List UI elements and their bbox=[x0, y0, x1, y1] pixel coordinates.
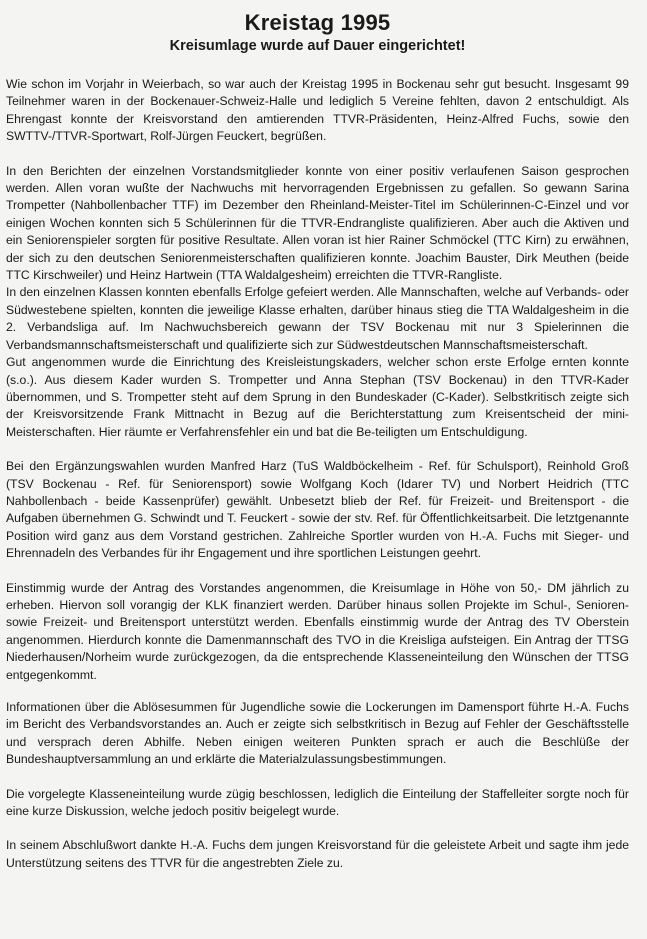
paragraph-klasseneinteilung: Die vorgelegte Klasseneinteilung wurde zügig beschlossen, lediglich die Einteilung der Staffelleiter sorgte noch für eine kurze Diskussion, welche jedoch positiv beigelegt wurde. bbox=[6, 786, 629, 819]
paragraph-elections: Bei den Ergänzungswahlen wurden Manfred Harz (TuS Waldböckelheim - Ref. für Schulsport), Reinhold Groß (TSV Bockenau - Ref. für Seniorensport) sowie Wolfgang Koch (Idarer TV) und Norbert Heidrich (TTC Nahbollenbach - beide Kassenprüfer) gewählt. Unbesetzt blieb der Ref. für Freizeit- und Breitensport - die Aufgaben übernehmen G. Schwindt und T. Feuckert - sowie der stv. Ref. für Öffentlichkeitsarbeit. Die letztgenannte Position wird ganz aus dem Vorstand gestrichen. Zahlreiche Sportler wurden von H.-A. Fuchs mit Sieger- und Ehrennadeln des Verbandes für ihr Engagement und ihre sportlichen Leistungen geehrt. bbox=[6, 459, 629, 561]
paragraph-kader: Gut angenommen wurde die Einrichtung des Kreisleistungskaders, welcher schon erste Erfolge ernten konnte (s.o.). Aus diesem Kader wurden S. Trompetter und Anna Stephan (TSV Bockenau) in den TTVR-Kader übernommen, und S. Trompetter steht auf dem Sprung in den Bundeskader (C-Kader). Selbstkritisch zeigte sich der Kreisvorsitzende Frank Mittnacht in Bezug auf die Berichterstattung zum Kreisentscheid der mini-Meisterschaften. Hier räumte er Verfahrensfehler ein und bat die Be-teiligten um Entschuldigung. bbox=[6, 355, 629, 439]
article-subtitle: Kreisumlage wurde auf Dauer eingerichtet! bbox=[169, 38, 466, 54]
article-body bbox=[6, 76, 629, 872]
article-title: Kreistag 1995 bbox=[244, 10, 391, 35]
paragraph-classes: In den einzelnen Klassen konnten ebenfalls Erfolge gefeiert werden. Alle Mannschaften, welche auf Verbands- oder Südwestebene spielten, konnten die jeweilige Klasse erhalten, darüber hinaus stieg die TTA Waldalgesheim in die 2. Verbandsliga auf. Im Nachwuchsbereich gewann der TSV Bockenau mit nur 3 Spielerinnen die Verbandsmannschaftsmeisterschaft und qualifizierte sich zur Südwestdeutschen Mannschaftsmeisterschaft. bbox=[6, 285, 629, 352]
paragraph-kreisumlage: Einstimmig wurde der Antrag des Vorstandes angenommen, die Kreisumlage in Höhe von 50,- DM jährlich zu erheben. Hiervon soll vorangig der KLK finanziert werden. Darüber hinaus sollen Projekte im Schul-, Senioren- sowie Freizeit- und Breitensport unterstützt werden. Ebenfalls einstimmig wurde der Antrag des TV Oberstein angenommen. Hierdurch konnte die Damenmannschaft des TVO in die Kreisliga aufsteigen. Ein Antrag der TTSG Niederhausen/Norheim wurde zurückgezogen, da die entsprechende Klasseneinteilung den Wünschen der TTSG entgegenkommt. bbox=[6, 580, 629, 682]
paragraph-informationen: Informationen über die Ablösesummen für Jugendliche sowie die Lockerungen im Damensport führte H.-A. Fuchs im Bericht des Verbandsvorstandes an. Auch er zeigte sich selbstkritisch in Bezug auf Fehler der Geschäftsstelle und versprach deren Abhilfe. Neben einigen weiteren Punkten sprach er auch die Beschlüße der Bundeshauptversammlung an und erklärte die Materialzulassungsbestimmungen. bbox=[6, 700, 629, 767]
paragraph-abschlusswort: In seinem Abschlußwort dankte H.-A. Fuchs dem jungen Kreisvorstand für die geleistete Arbeit und sagte ihm jede Unterstützung seitens des TTVR für die angestrebten Ziele zu. bbox=[6, 838, 629, 870]
paragraph-intro: Wie schon im Vorjahr in Weierbach, so war auch der Kreistag 1995 in Bockenau sehr gut besucht. Insgesamt 99 Teilnehmer waren in der Bockenauer-Schweiz-Halle und lediglich 5 Vereine fehlten, davon 2 entschuldigt. Als Ehrengast konnte der Kreisvorstand den amtierenden TTVR-Präsidenten, Heinz-Alfred Fuchs, sowie den SWTTV-/TTVR-Sportwart, Rolf-Jürgen Feuckert, begrüßen. bbox=[6, 77, 629, 144]
paragraph-reports: In den Berichten der einzelnen Vorstandsmitglieder konnte von einer positiv verlaufenen Saison gesprochen werden. Allen voran wußte der Nachwuchs mit hervorragenden Ergebnissen zu gefallen. So gewann Sarina Trompetter (Nahbollenbacher TTF) im Dezember den Rheinland-Meister-Titel im Schülerinnen-C-Einzel und vor einigen Wochen konnten sich 5 Schülerinnen für die TTVR-Endrangliste qualifizieren. Aber auch die Aktiven und ein Seniorenspieler sorgten für positive Resultate. Allen voran ist hier Rainer Schmöckel (TTC Kirn) zu erwähnen, der sich zu den deutschen Seniorenmeisterschaften qualifizieren konnte. Joachim Bauster, Dirk Meuthen (beide TTC Kirschweiler) und Heinz Hartwein (TTA Waldalgesheim) erreichten die TTVR-Rangliste. bbox=[6, 163, 629, 283]
